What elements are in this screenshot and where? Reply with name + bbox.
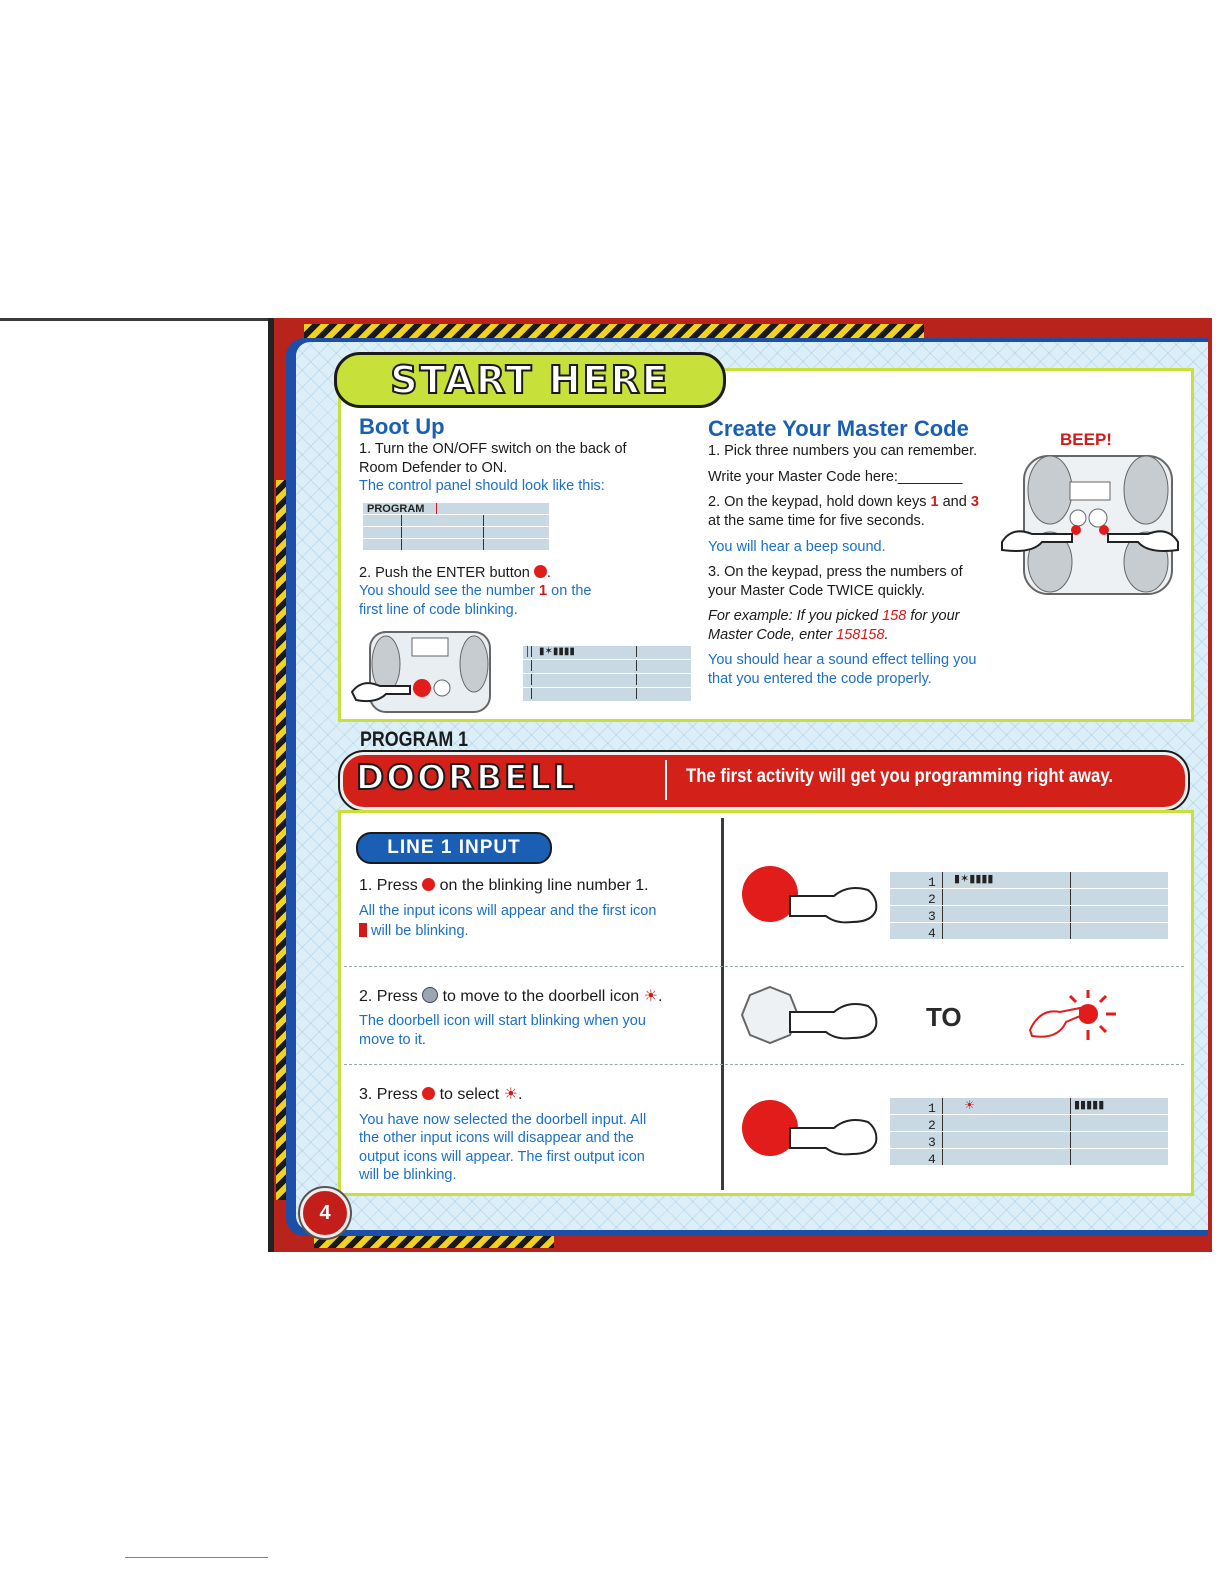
row-number: 3 <box>928 909 936 924</box>
mc-example <box>708 607 960 626</box>
column-divider <box>721 818 724 1190</box>
row-number: 1 <box>928 1101 936 1116</box>
page-number: 4 <box>300 1188 350 1238</box>
lcd-line1-input: ▮✶▮▮▮▮ <box>890 872 1168 940</box>
l1-step2-note-line1: The doorbell icon will start blinking when you <box>359 1013 646 1029</box>
mc-final-note-line1: You should hear a sound effect telling you <box>708 652 977 668</box>
boot-step1-line1: 1. Turn the ON/OFF switch on the back of <box>359 441 627 457</box>
pointing-hand-icon <box>788 878 880 924</box>
mc-example-line2-a: Master Code, enter <box>708 627 833 643</box>
mc-example-a: For example: If you picked <box>708 608 879 624</box>
l1-step1-a: 1. Press <box>359 877 418 894</box>
mc-step3-line1: 3. On the keypad, press the numbers of <box>708 564 963 580</box>
lcd-program-label: PROGRAM <box>367 503 425 515</box>
row-number: 4 <box>928 926 936 941</box>
banner-divider <box>665 760 667 800</box>
control-panel-lcd <box>363 503 549 551</box>
doorbell-icon: ☀ <box>643 988 658 1005</box>
mc-example-line2 <box>708 626 889 645</box>
doorbell-icon-large <box>1026 984 1126 1054</box>
l1-step2: 2. Press to move to the doorbell icon ☀. <box>359 988 663 1005</box>
l1-step2-note-line2: move to it. <box>359 1032 426 1048</box>
beep-label: BEEP! <box>1060 430 1112 449</box>
mc-step2 <box>708 493 979 512</box>
to-label: TO <box>926 1002 962 1032</box>
mc-example-num2: 158158 <box>836 627 885 643</box>
l1-step3: 3. Press to select ☀. <box>359 1086 523 1103</box>
row-number: 4 <box>928 1152 936 1167</box>
mc-example-num: 158 <box>882 608 907 624</box>
start-here-badge <box>334 352 726 408</box>
row-number: 2 <box>928 1118 936 1133</box>
start-here-title: START HERE <box>390 358 670 402</box>
doorbell-subtitle: The first activity will get you programming right away. <box>686 766 1114 787</box>
pointing-hand-icon <box>788 994 880 1040</box>
lcd-line1-output: ☀ ▮▮▮▮▮ <box>890 1098 1168 1166</box>
enter-button-icon <box>422 1087 435 1100</box>
row-divider-2 <box>344 1064 1184 1065</box>
device-illustration-enter <box>350 628 500 716</box>
boot-step2-note-num: 1 <box>539 583 548 599</box>
device-illustration-keys <box>1000 450 1180 600</box>
boot-up-heading: Boot Up <box>359 414 445 439</box>
mc-example-line2-b: . <box>884 627 889 643</box>
doorbell-icon: ☀ <box>503 1086 518 1103</box>
mc-key3: 3 <box>970 494 979 510</box>
hazard-stripe-bottom <box>314 1236 554 1248</box>
mc-example-b: for your <box>910 608 960 624</box>
enter-button-icon <box>422 878 435 891</box>
lcd-row-numbers-1 <box>928 874 936 942</box>
lcd-row-numbers-2 <box>928 1100 936 1168</box>
boot-step2: 2. Push the ENTER button . <box>359 565 551 581</box>
l1-step3-note-line4: will be blinking. <box>359 1167 457 1183</box>
boot-step2-note-line2: first line of code blinking. <box>359 602 518 618</box>
dial-knob-icon <box>422 987 438 1003</box>
mc-key1: 1 <box>930 494 939 510</box>
boot-step1-note: The control panel should look like this: <box>359 478 605 494</box>
mc-and: and <box>942 494 967 510</box>
l1-step1 <box>359 876 649 895</box>
l1-step2-b: to move to the doorbell icon <box>442 988 640 1005</box>
mc-step3-line2: your Master Code TWICE quickly. <box>708 583 926 599</box>
enter-button-icon <box>534 565 547 578</box>
lcd-input-icons: ▮✶▮▮▮▮ <box>523 646 691 702</box>
boot-step1-line2: Room Defender to ON. <box>359 460 508 476</box>
blinking-icon <box>359 923 367 937</box>
mc-step2-line2: at the same time for five seconds. <box>708 513 925 529</box>
master-code-heading: Create Your Master Code <box>708 416 969 441</box>
mc-step2-note: You will hear a beep sound. <box>708 539 886 555</box>
doorbell-title: DOORBELL <box>356 758 577 798</box>
page-edge-line <box>0 318 272 321</box>
l1-step1-note-line2-text: will be blinking. <box>371 923 469 939</box>
l1-step3-note-line3: output icons will appear. The first output icon <box>359 1149 645 1165</box>
l1-step1-note-line1: All the input icons will appear and the first icon <box>359 903 657 919</box>
row-divider-1 <box>344 966 1184 967</box>
boot-step2-note-b: on the <box>551 583 592 599</box>
row-number: 2 <box>928 892 936 907</box>
hazard-stripe-top <box>304 324 924 338</box>
footer-line <box>125 1557 268 1558</box>
row-number: 3 <box>928 1135 936 1150</box>
l1-step3-note-line2: the other input icons will disappear and the <box>359 1130 634 1146</box>
mc-write-here: Write your Master Code here:________ <box>708 469 963 485</box>
l1-step3-note-line1: You have now selected the doorbell input. All <box>359 1112 647 1128</box>
row-number: 1 <box>928 875 936 890</box>
boot-step2-text: 2. Push the ENTER button <box>359 565 530 581</box>
mc-step1: 1. Pick three numbers you can remember. <box>708 443 978 459</box>
mc-step2-a: 2. On the keypad, hold down keys <box>708 494 927 510</box>
l1-step1-b: on the blinking line number 1. <box>439 877 649 894</box>
l1-step3-b: to select <box>439 1086 500 1103</box>
l1-step3-a: 3. Press <box>359 1086 418 1103</box>
boot-step2-note <box>359 582 591 601</box>
program-label: PROGRAM 1 <box>360 728 469 751</box>
mc-final-note-line2: that you entered the code properly. <box>708 671 932 687</box>
boot-step2-note-a: You should see the number <box>359 583 536 599</box>
l1-step2-a: 2. Press <box>359 988 418 1005</box>
pointing-hand-icon <box>788 1110 880 1156</box>
l1-step1-note-line2 <box>359 922 469 941</box>
line1-input-badge: LINE 1 INPUT <box>356 832 552 864</box>
